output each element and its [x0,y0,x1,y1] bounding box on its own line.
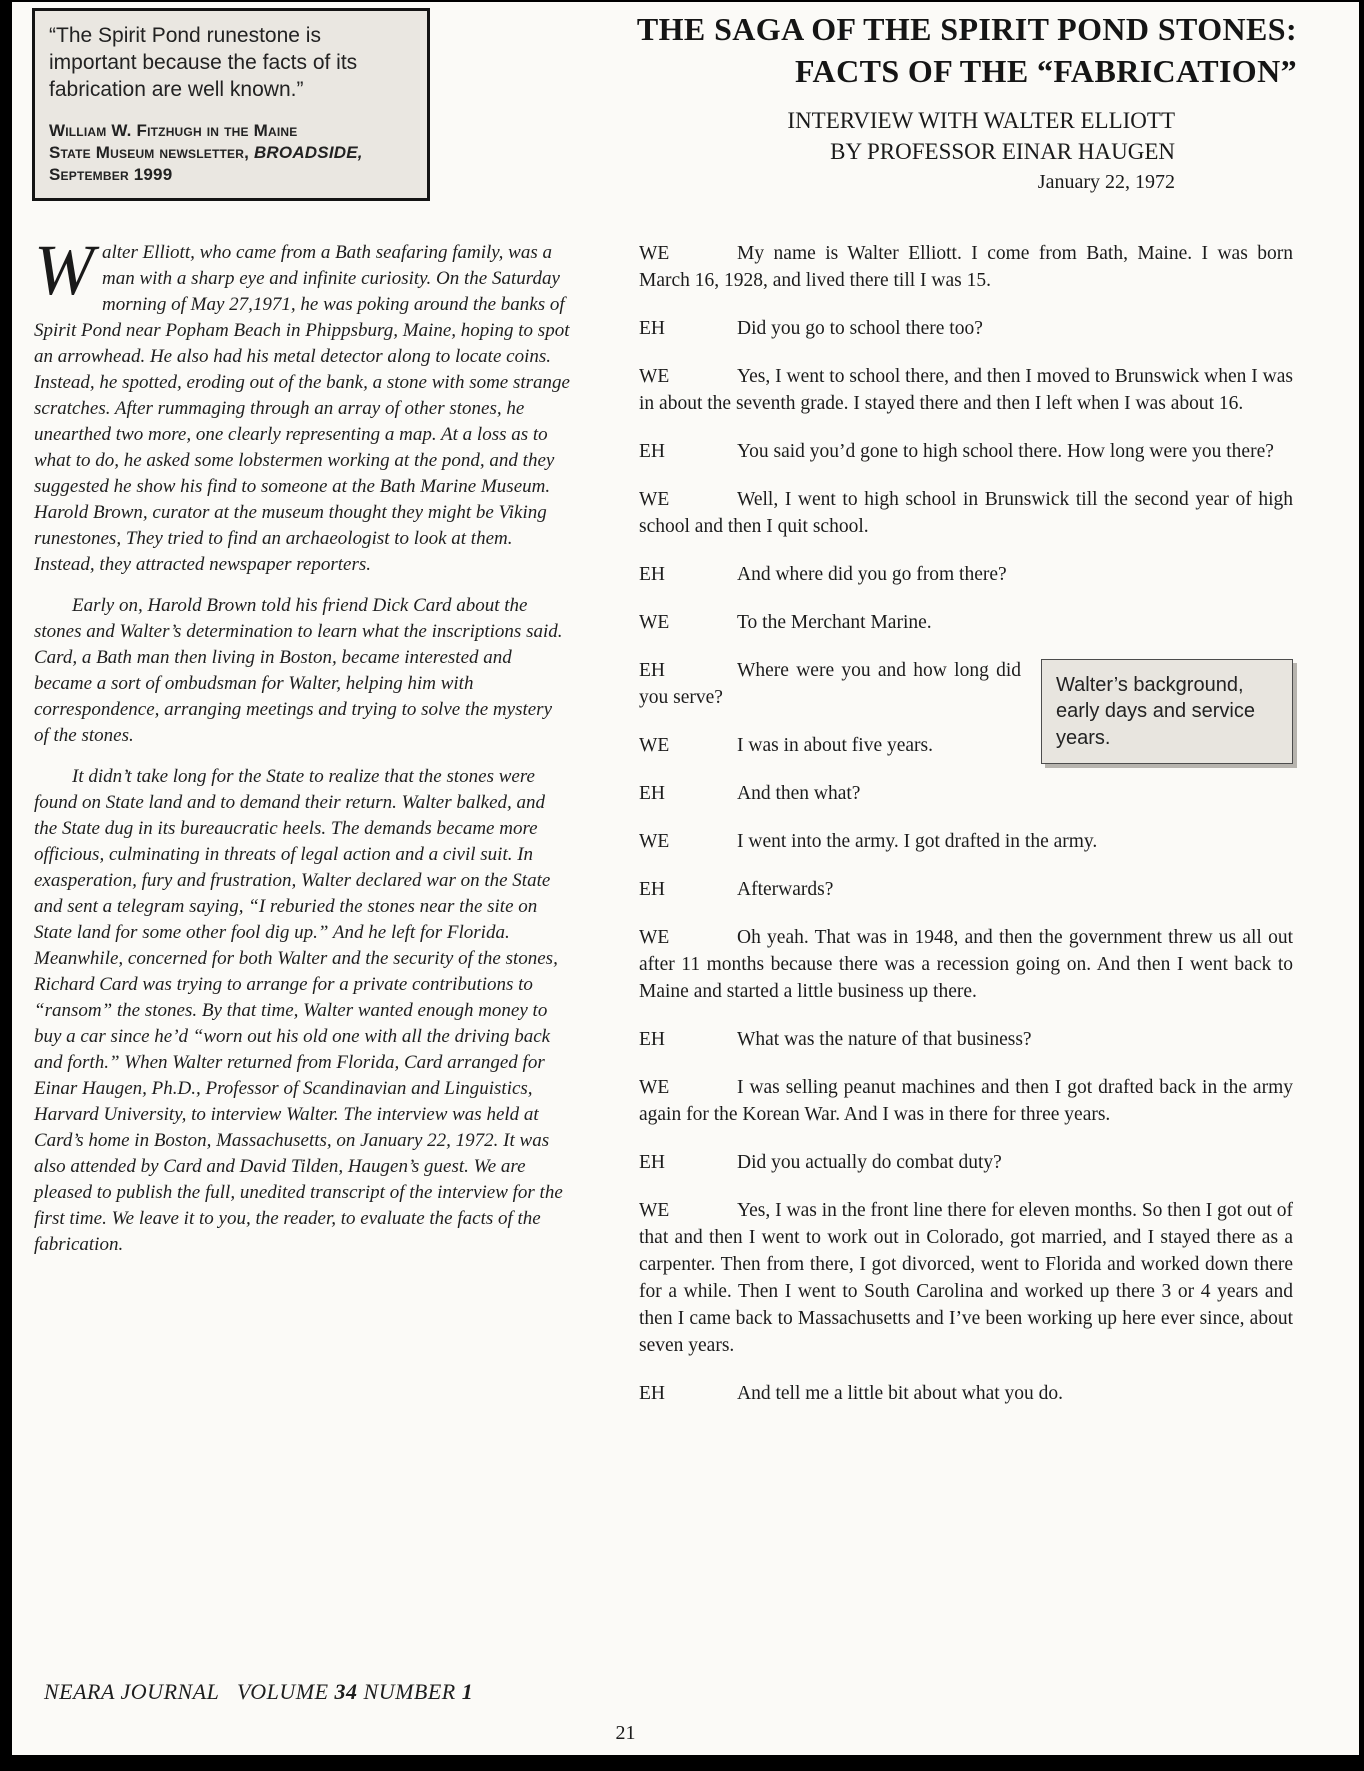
article-title-line-1: THE SAGA OF THE SPIRIT POND STONES: [636,11,1297,47]
interview-exchange [639,363,1293,417]
attribution-newsletter-name: BROADSIDE, [253,142,363,162]
speaker-label: WE [639,1077,670,1098]
interview-exchange [639,486,1293,540]
speaker-label: EH [639,441,665,462]
utterance-text: You said you’d gone to high school there. How long were you there? [737,441,1274,462]
intro-column [34,230,571,1428]
utterance-text: Did you actually do combat duty? [737,1152,1002,1173]
utterance-text: Did you go to school there too? [737,318,983,339]
speaker-label: EH [639,879,665,900]
intro-paragraph: Early on, Harold Brown told his friend Dick Card about the stones and Walter’s determination to learn what the inscriptions said. Card, a Bath man then living in Boston, became interested and became a sort of ombudsman for Walter, helping him with correspondence, arranging meetings and trying to solve the mystery of the stones. [34,595,563,746]
utterance-text: What was the nature of that business? [737,1029,1032,1050]
intro-paragraph: It didn’t take long for the State to realize that the stones were found on State land and to demand their return. Walter balked, and the State dug in its bureaucratic heels. The demands became more officious, culminating in threats of legal action and a civil suit. In exasperation, fury and frustration, Walter declared war on the State and sent a telegram saying, “I reburied the stones near the site on State land for some other fool dig up.” And he left for Florida. Meanwhile, concerned for both Walter and the security of the stones, Richard Card was trying to arrange for a private contributions to “ransom” the stones. By that time, Walter wanted enough money to buy a car since he’d “worn out his old one with all the driving back and forth.” When Walter returned from Florida, Card arranged for Einar Haugen, Ph.D., Professor of Scandinavian and Linguistics, Harvard University, to interview Walter. The interview was held at Card’s home in Boston, Massachusetts, on January 22, 1972. It was also attended by Card and David Tilden, Haugen’s guest. We are pleased to publish the full, unedited transcript of the interview for the first time. We leave it to you, the reader, to evaluate the facts of the fabrication. [34,766,563,1255]
article-subtitle [472,106,1297,167]
utterance-text: Yes, I was in the front line there for eleven months. So then I got out of that and then I went to work out in Colorado, got married, and I stayed there as a carpenter. Then from there, I got divorced, went to Florida and worked down there for a while. Then I went to South Carolina and worked up there 3 or 4 years and then I came back to Massachusetts and I’ve been working up here ever since, about seven years. [639,1200,1293,1356]
interview-exchange [639,1197,1293,1359]
interview-exchange [639,828,1293,855]
interview-exchange [639,561,1293,588]
journal-footer-mid: NUMBER [357,1679,462,1704]
utterance-text: To the Merchant Marine. [737,612,932,633]
speaker-label: EH [639,1029,665,1050]
pull-quote-text: “The Spirit Pond runestone is important because the facts of its fabrication are well known.” [49,24,358,101]
journal-footer-pre: NEARA JOURNAL VOLUME [44,1679,335,1704]
speaker-label: EH [639,564,665,585]
speaker-label: EH [639,1152,665,1173]
page-header [12,2,1359,240]
interview-exchange [639,1380,1293,1407]
intro-paragraph-text: alter Elliott, who came from a Bath seafaring family, was a man with a sharp eye and infinite curiosity. On the Saturday morning of May 27,1971, he was poking around the banks of Spirit Pond near Popham Beach in Phippsburg, Maine, hoping to spot an arrowhead. He also had his metal detector along to locate coins. Instead, he spotted, eroding out of the bank, a stone with some strange scratches. After rummaging through an array of other stones, he unearthed two more, one clearly representing a map. At a loss as to what to do, he asked some lobstermen working at the pond, and they suggested he show his find to someone at the Bath Marine Museum. Harold Brown, curator at the museum thought they might be Viking runestones, They tried to find an archaeologist to look at them. Instead, they attracted newspaper reporters. [34,242,570,575]
attribution-line-1: William W. Fitzhugh in the Maine [49,120,298,140]
interview-exchange [639,438,1293,465]
journal-volume-number: 34 [334,1679,358,1704]
interview-exchange [639,1026,1293,1053]
pull-quote-attribution [49,120,411,186]
utterance-text: Where were you and how long did you serve? [639,660,1021,708]
interview-exchange [639,315,1293,342]
interview-exchange [639,1149,1293,1176]
pull-quote-box [32,8,430,201]
speaker-label: EH [639,318,665,339]
utterance-text: I was in about five years. [737,735,934,756]
interview-exchange [639,876,1293,903]
speaker-label: WE [639,489,670,510]
speaker-label: WE [639,927,670,948]
utterance-text: Afterwards? [737,879,834,900]
speaker-label: WE [639,243,670,264]
utterance-text: Well, I went to high school in Brunswick till the second year of high school and then I quit school. [639,489,1293,537]
interview-exchange [639,780,1293,807]
article-title [472,8,1297,92]
attribution-line-2: State Museum newsletter, [49,142,254,162]
journal-footer [44,1679,473,1705]
interview-exchange [639,924,1293,1005]
speaker-label: WE [639,735,670,756]
intro-paragraph [34,230,571,578]
margin-note: Walter’s background, early days and service years. [1041,659,1293,764]
speaker-label: WE [639,1200,670,1221]
interview-exchange [639,609,1293,636]
attribution-line-3: September 1999 [49,164,173,184]
title-block [472,8,1297,194]
utterance-text: And then what? [737,783,861,804]
speaker-label: EH [639,660,665,681]
article-title-line-2: FACTS OF THE “FABRICATION” [794,53,1297,90]
utterance-text: Oh yeah. That was in 1948, and then the government threw us all out after 11 months because there was a recession going on. And then I went back to Maine and started a little business up there. [639,927,1293,1002]
journal-issue-number: 1 [461,1679,474,1704]
utterance-text: My name is Walter Elliott. I come from Bath, Maine. I was born March 16, 1928, and lived there till I was 15. [639,243,1293,291]
article-subtitle-line-2: BY PROFESSOR EINAR HAUGEN [830,138,1175,164]
article-body [12,230,1359,1428]
article-subtitle-line-1: INTERVIEW WITH WALTER ELLIOTT [787,108,1175,134]
speaker-label: WE [639,612,670,633]
speaker-label: WE [639,366,670,387]
journal-page [12,2,1359,1755]
interview-column [639,240,1293,1428]
utterance-text: And where did you go from there? [737,564,1007,585]
interview-exchange [639,1074,1293,1128]
utterance-text: Yes, I went to school there, and then I moved to Brunswick when I was in about the seventh grade. I stayed there and then I left when I was about 16. [639,366,1293,414]
speaker-label: EH [639,1383,665,1404]
drop-cap: W [34,230,94,310]
page-number: 21 [615,1722,636,1744]
utterance-text: And tell me a little bit about what you do. [737,1383,1064,1404]
interview-exchange [639,240,1293,294]
speaker-label: EH [639,783,665,804]
utterance-text: I went into the army. I got drafted in the army. [737,831,1098,852]
article-date: January 22, 1972 [1037,171,1175,194]
speaker-label: WE [639,831,670,852]
utterance-text: I was selling peanut machines and then I got drafted back in the army again for the Korean War. And I was in there for three years. [639,1077,1293,1125]
